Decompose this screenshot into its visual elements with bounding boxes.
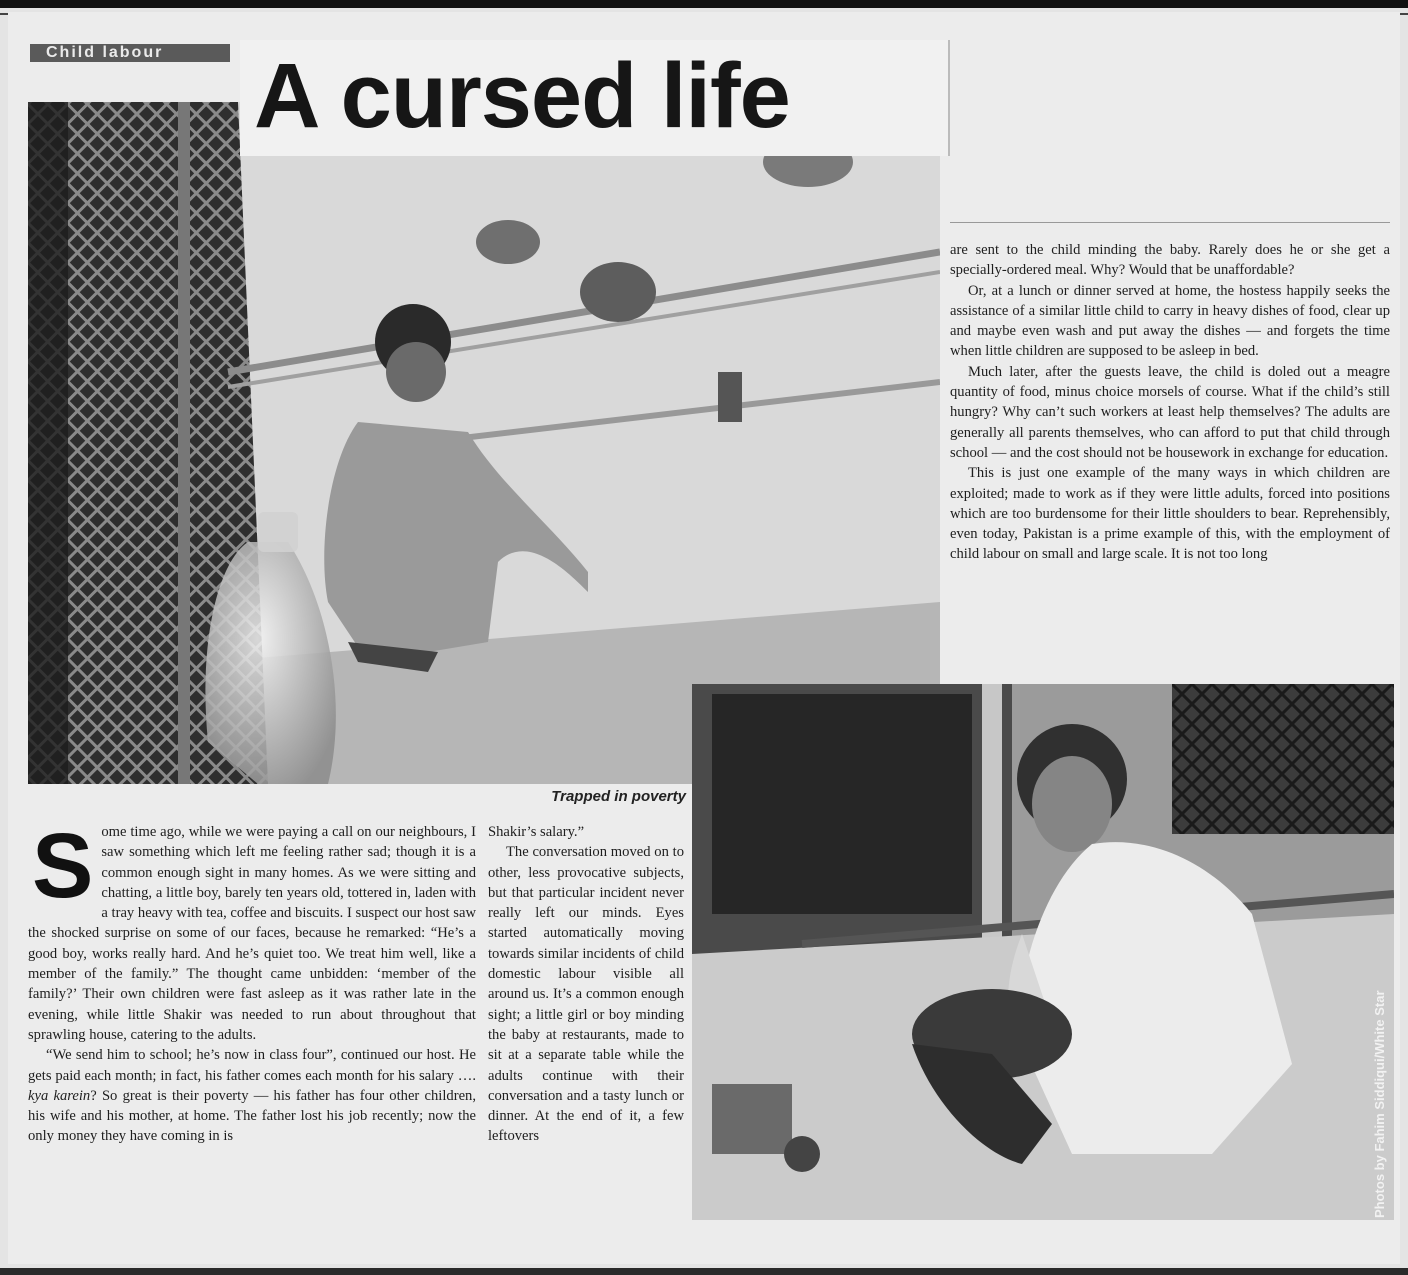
headline: A cursed life (240, 40, 950, 156)
drop-cap: S (32, 815, 94, 917)
section-kicker: Child labour (30, 44, 230, 62)
article-paragraph: The conversation moved on to other, less provocative subjects, but that particular incident never really left our minds. Eyes started automatically moving towards similar incidents of child domestic labour visible all around us. It’s a common enough sight; a little girl or boy minding the baby at restaurants, made to sit at a separate table while the adults continue with their conversation and a tasty lunch or dinner. At the end of it, a few leftovers (488, 844, 684, 1145)
paragraph-text: “We send him to school; he’s now in class four”, continued our host. He gets paid each month; in fact, his father comes each month for his salary …. (28, 1047, 476, 1084)
article-column-2 (488, 802, 684, 1147)
article-paragraph: Or, at a lunch or dinner served at home, the hostess happily seeks the assistance of a similar little child to carry in heavy dishes of food, clear up and maybe even wash and put away the dishes — and forgets the time when little children are supposed to be asleep in bed. (950, 282, 1390, 360)
photo-caption: Trapped in poverty (551, 788, 686, 805)
photo-girl-cleaning (692, 684, 1394, 1220)
paragraph-text: ? So great is their poverty — his father has four other children, his wife and his mother, at home. The father lost his job recently; now the only money they have coming in is (28, 1087, 476, 1145)
article-paragraph: This is just one example of the many ways in which children are exploited; made to work as if they were little adults, forced into positions which are too burdensome for their little shoulders to bear. Reprehensibly, even today, Pakistan is a prime example of this, with the employment of child labour on small and large scale. It is not too long (950, 465, 1390, 563)
article-paragraph (28, 1045, 476, 1146)
italic-phrase: kya karein (28, 1087, 91, 1104)
article-paragraph (28, 815, 476, 1045)
column-rule (950, 222, 1390, 223)
top-border (0, 0, 1408, 8)
article-column-1 (28, 802, 476, 1147)
lead-text: ome time ago, while we were paying a call on our neighbours, I saw something which left me feeling rather sad; though it is a common enough sight in many homes. As we were sitting and chatting, a little boy, barely ten years old, tottered in, laden with a tray heavy with tea, coffee and biscuits. I suspect our host saw the shocked surprise on some of our faces, because he remarked: “He’s a good boy, works really hard. And he’s quiet too. We treat him well, like a member of the family.” The thought came unbidden: ‘member of the family?’ Their own children were fast asleep as it was rather late in the evening, while little Shakir was needed to run about throughout that sprawling house, catering to the adults. (28, 824, 476, 1043)
article-column-3 (950, 240, 1390, 565)
article-paragraph: Much later, after the guests leave, the child is doled out a meagre quantity of food, minus choice morsels of course. What if the child’s still hungry? Why can’t such workers at least help themselves? The adults are generally all parents themselves, who can afford to put that child through school — and the cost should not be housework in exchange for education. (950, 363, 1390, 461)
photo-boy-crouching (28, 102, 940, 784)
article-paragraph: are sent to the child minding the baby. Rarely does he or she get a specially-ordered meal. Why? Would that be unaffordable? (950, 242, 1390, 279)
bottom-border (0, 1268, 1408, 1275)
article-paragraph: Shakir’s salary.” (488, 824, 585, 840)
photo-credit: Photos by Fahim Siddiqui/White Star (1372, 990, 1387, 1218)
